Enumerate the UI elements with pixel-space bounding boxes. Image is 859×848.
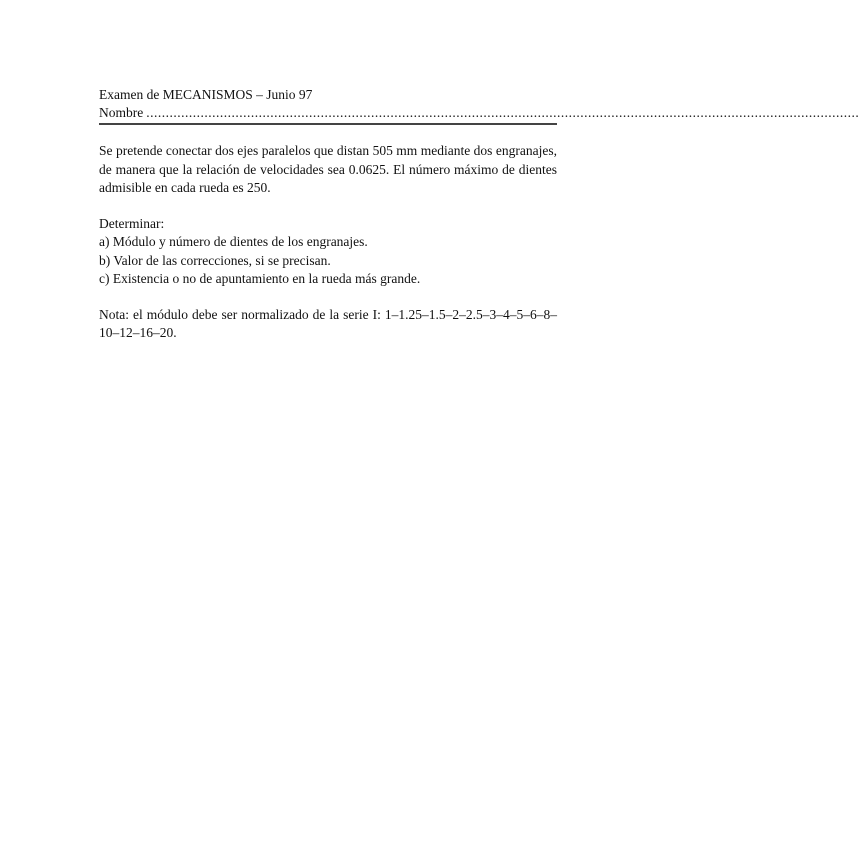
exam-body <box>99 142 557 343</box>
exam-header <box>99 86 859 125</box>
name-dotted-line: ........................................................................................................................................................................................ <box>146 105 859 120</box>
exam-title: Examen de MECANISMOS – Junio 97 <box>99 87 313 102</box>
spacer <box>99 198 557 215</box>
tasks-heading: Determinar: <box>99 215 165 231</box>
name-label: Nombre <box>99 105 144 120</box>
exam-note: Nota: el módulo debe ser normalizado de la serie I: 1–1.25–1.5–2–2.5–3–4–5–6–8–10–12–16–20. <box>99 306 557 340</box>
header-divider <box>99 123 557 125</box>
task-item-c: c) Existencia o no de apuntamiento en la rueda más grande. <box>99 271 421 286</box>
name-field-row <box>99 104 859 122</box>
task-item-a: a) Módulo y número de dientes de los engranajes. <box>99 234 368 249</box>
task-item-b: b) Valor de las correcciones, si se precisan. <box>99 252 331 268</box>
spacer <box>99 289 557 306</box>
problem-statement: Se pretende conectar dos ejes paralelos que distan 505 mm mediante dos engranajes, de manera que la relación de velocidades sea 0.0625. El número máximo de dientes admisible en cada rueda es 250. <box>99 143 557 195</box>
